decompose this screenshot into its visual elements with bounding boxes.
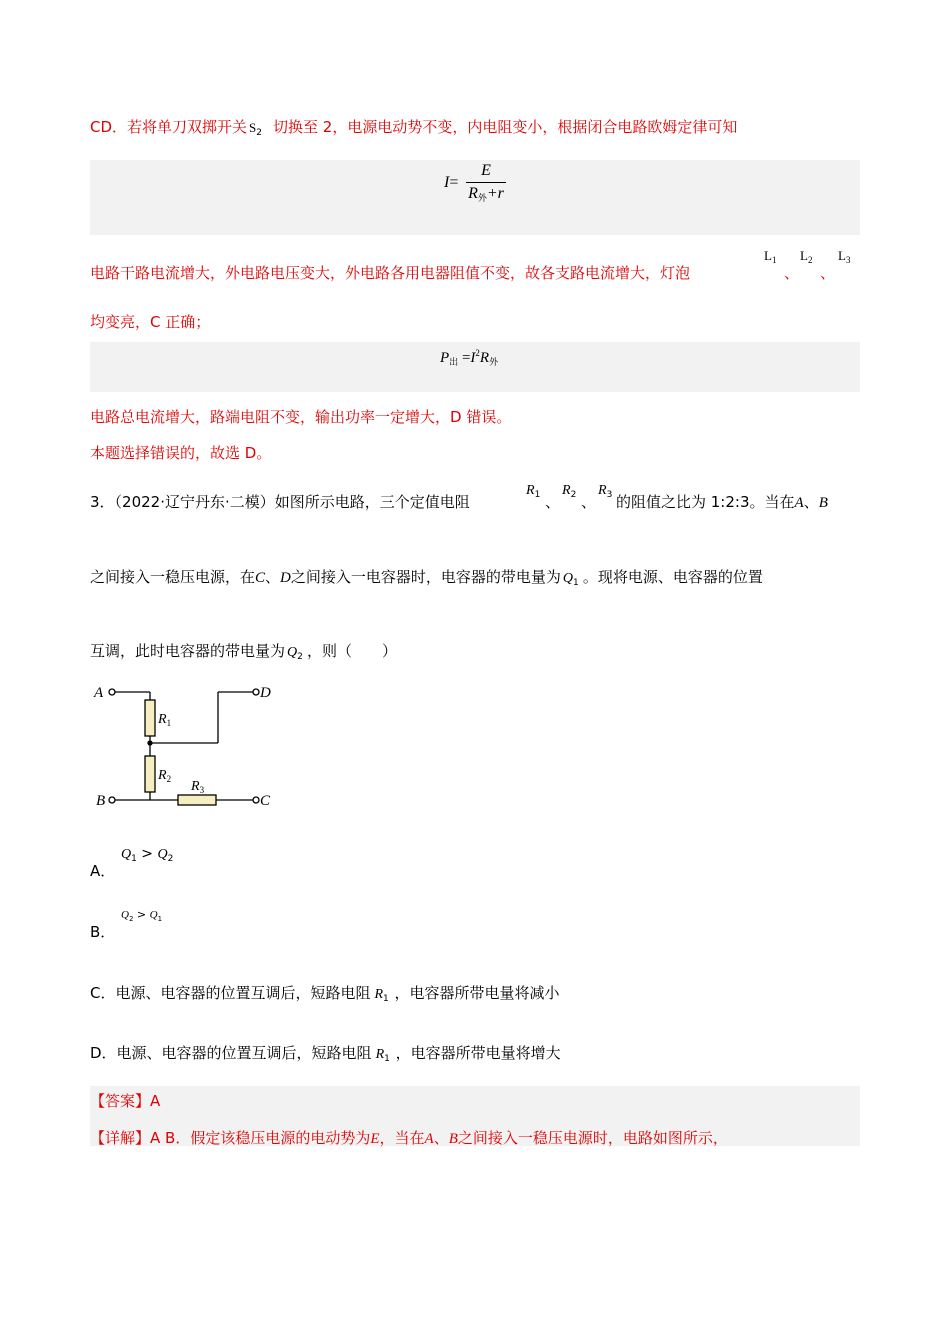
formula1-fraction (466, 162, 506, 204)
circuit-label-d: D (260, 685, 271, 701)
q3-r1: $R_1$ (526, 483, 541, 500)
resistor-r2 (145, 756, 155, 792)
lamp-sep-1: 、 (784, 264, 800, 282)
circuit-label-a: A (94, 685, 104, 701)
circuit-label-b: B (96, 793, 106, 809)
option-b-math: $Q_2 > Q_1$ (121, 908, 163, 923)
question3-line1: 3．（2022·辽宁丹东·二模）如图所示电路，三个定值电阻 (90, 493, 470, 511)
q3-sep2: 、 (581, 493, 597, 511)
paragraph-cd: CD．若将单刀双掷开关 $S_2$ 切换至 2，电源电动势不变，内电阻变小，根据闭合电路欧姆定律可知 (90, 118, 738, 138)
question3-line3: 互调，此时电容器的带电量为 $Q_2$ ，则（ ） (90, 642, 398, 662)
option-a[interactable] (90, 860, 115, 881)
terminal-b (109, 797, 115, 803)
lamp-l3: $L_3$ (838, 248, 851, 265)
resistor-r1 (145, 700, 155, 736)
option-b[interactable] (90, 921, 115, 942)
formula1-lhs: I= (444, 174, 459, 191)
circuit-diagram (90, 680, 290, 815)
terminal-d (253, 689, 259, 695)
formula1-denominator: $R_外+r$ (468, 185, 504, 203)
q3-sep1: 、 (545, 493, 561, 511)
q3-r3: $R_3$ (598, 483, 613, 500)
formula2: $P_出 =I^2R_外$ (440, 348, 499, 367)
paragraph-choose: 本题选择错误的，故选 D。 (90, 444, 272, 462)
lamp-l2: $L_2$ (800, 248, 813, 265)
branch-text: 电路干路电流增大，外电路电压变大，外电路各用电器阻值不变，故各支路电流增大，灯泡 (90, 264, 691, 282)
q3-ratio: 的阻值之比为 1:2:3。当在A、B (616, 493, 828, 511)
option-b-label: B． (90, 923, 116, 941)
terminal-c (253, 797, 259, 803)
paragraph-branch (90, 262, 690, 283)
answer-label: 【答案】A (90, 1092, 161, 1110)
paragraph-d-wrong: 电路总电流增大，路端电阻不变，输出功率一定增大，D 错误。 (90, 408, 512, 426)
cd-suffix: 切换至 2，电源电动势不变，内电阻变小，根据闭合电路欧姆定律可知 (273, 118, 738, 136)
option-c[interactable]: C．电源、电容器的位置互调后，短路电阻 $R_1$ ，电容器所带电量将减小 (90, 984, 560, 1004)
answer-detail: 【详解】A B．假定该稳压电源的电动势为E，当在A、B之间接入一稳压电源时，电路如图所示， (90, 1129, 728, 1147)
cd-prefix: CD．若将单刀双掷开关 (90, 118, 248, 136)
circuit-label-r2: $R_2$ (158, 768, 172, 784)
question3-line2: 之间接入一稳压电源，在C、D之间接入一电容器时，电容器的带电量为 $Q_1$ 。现将电源、电容器的位置 (90, 568, 763, 588)
option-a-label: A． (90, 862, 116, 880)
option-d[interactable]: D．电源、电容器的位置互调后，短路电阻 $R_1$ ，电容器所带电量将增大 (90, 1044, 561, 1064)
lamp-sep-2: 、 (820, 264, 836, 282)
resistor-r3 (178, 795, 216, 805)
circuit-label-r3: $R_3$ (191, 779, 205, 795)
lamp-l1: $L_1$ (764, 248, 777, 265)
circuit-label-c: C (260, 793, 271, 809)
option-a-math: $Q_1 > Q_2$ (121, 846, 174, 864)
terminal-a (109, 689, 115, 695)
q3-r2: $R_2$ (562, 483, 577, 500)
branch-line2: 均变亮，C 正确； (90, 313, 211, 331)
formula1-numerator: E (481, 162, 491, 179)
circuit-label-r1: $R_1$ (158, 712, 172, 728)
